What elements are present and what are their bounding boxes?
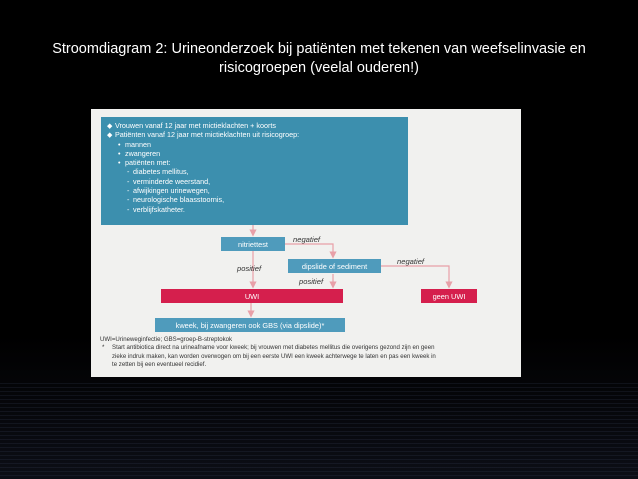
arrow-nitriettest-to-dipslide <box>285 244 333 255</box>
criteria-item: ◆ Patiënten vanaf 12 jaar met mictieklachten uit risicogroep: <box>107 130 300 140</box>
criteria-item: ◆ Vrouwen vanaf 12 jaar met mictieklachten + koorts <box>107 121 276 130</box>
footnote-note-line: te zetten bij een eventueel recidief. <box>112 360 207 368</box>
footnote-abbreviations: UWI=Urineweginfectie; GBS=groep-B-streptokok <box>100 336 233 343</box>
label-positief-dipslide: positief <box>299 277 324 286</box>
label-positief-nitriettest: positief <box>237 264 262 273</box>
nitriettest-node: nitriettest <box>221 237 285 251</box>
criteria-item: • zwangeren <box>118 148 161 158</box>
criteria-box <box>101 117 408 225</box>
label-negatief-dipslide: negatief <box>397 257 425 266</box>
flowchart-panel <box>91 109 521 377</box>
slide-title <box>20 40 618 78</box>
criteria-item: • patiënten met: <box>118 158 171 168</box>
criteria-item: - neurologische blaasstoornis, <box>127 195 225 205</box>
footnote-note: * Start antibiotica direct na urineafname voor kweek; bij vrouwen met diabetes mellitus die overigens gezond zijn en geen <box>102 344 435 352</box>
arrow-dipslide-to-geen-uwi <box>381 266 449 285</box>
kweek-node: kweek, bij zwangeren ook GBS (via dipslide)* <box>155 318 345 332</box>
footnotes <box>100 336 516 369</box>
geen-uwi-node: geen UWI <box>421 289 477 303</box>
slide-title-line-1: Stroomdiagram 2: Urineonderzoek bij patiënten met tekenen van weefselinvasie en <box>52 41 586 57</box>
criteria-item: • mannen <box>118 139 151 149</box>
slide-title-line-2: risicogroepen (veelal ouderen!) <box>219 60 419 76</box>
criteria-item: - afwijkingen urinewegen, <box>127 186 210 196</box>
label-negatief-nitriettest: negatief <box>293 235 321 244</box>
background-stripes <box>0 380 638 479</box>
footnote-note-line: zieke indruk maken, kan worden overwogen om bij een eerste UWI een kweek achterwege te laten en pas een kweek in <box>112 352 436 360</box>
footnote-asterisk: * <box>102 344 105 352</box>
uwi-node: UWI <box>161 289 343 303</box>
dipslide-node: dipslide of sediment <box>288 259 381 273</box>
criteria-item: - verblijfskatheter. <box>127 204 185 214</box>
criteria-item: - verminderde weerstand, <box>127 176 211 186</box>
criteria-item: - diabetes mellitus, <box>127 167 189 177</box>
